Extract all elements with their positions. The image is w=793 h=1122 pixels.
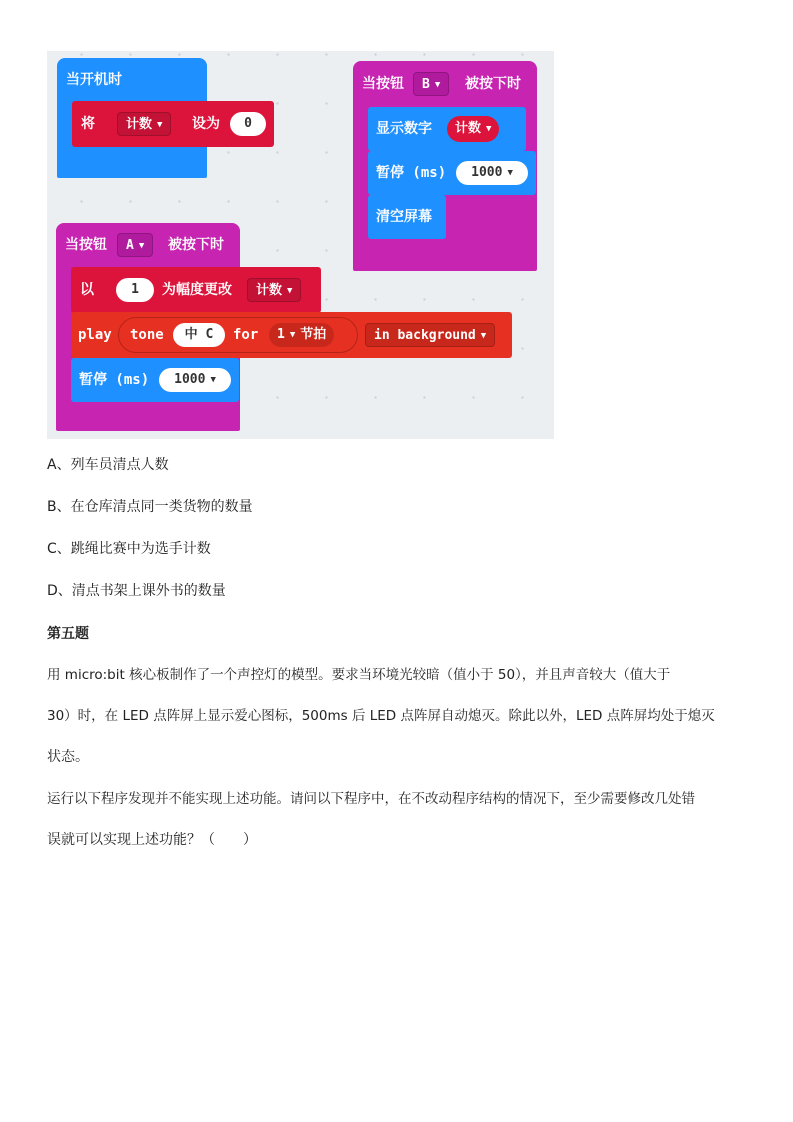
option-c: C、跳绳比赛中为选手计数: [47, 541, 211, 557]
button-b-when-label: 当按钮: [362, 76, 404, 92]
clear-screen-label: 清空屏幕: [376, 209, 432, 225]
button-a-dropdown[interactable]: [117, 233, 153, 257]
set-value-input[interactable]: 0: [230, 112, 266, 136]
beats-label: 节拍: [300, 327, 327, 342]
question-title: 第五题: [47, 626, 89, 642]
show-number-variable[interactable]: [447, 116, 499, 142]
change-value-input[interactable]: 1: [116, 278, 154, 302]
beats-value: 1: [277, 327, 285, 342]
code-workspace: [47, 51, 554, 439]
change-variable-dropdown[interactable]: [247, 278, 301, 302]
question-paragraph-1-line-2: 30）时，在 LED 点阵屏上显示爱心图标，500ms 后 LED 点阵屏自动熄灭。除此以外，LED 点阵屏均处于熄灭: [47, 708, 715, 724]
background-dropdown[interactable]: [365, 323, 495, 347]
set-label: 将: [81, 116, 95, 132]
background-value: in background: [374, 328, 476, 343]
button-b-pause-input[interactable]: [456, 161, 528, 185]
play-label: play: [78, 327, 112, 343]
option-a: A、列车员清点人数: [47, 457, 169, 473]
beats-dropdown[interactable]: [269, 323, 334, 347]
on-start-label: 当开机时: [66, 72, 122, 88]
set-variable-name: 计数: [126, 117, 153, 132]
tone-label: tone: [130, 327, 164, 343]
show-number-variable-name: 计数: [455, 121, 482, 136]
question-paragraph-1-line-3: 状态。: [47, 749, 89, 765]
note-input[interactable]: 中 C: [173, 323, 225, 347]
for-label: for: [233, 327, 259, 343]
chevron-down-icon: ▼: [138, 241, 145, 251]
button-a-pause-value: 1000: [174, 372, 206, 387]
button-a-when-label: 当按钮: [65, 237, 107, 253]
question-paragraph-2-line-2: 误就可以实现上述功能？（ ）: [47, 832, 257, 848]
chevron-down-icon: ▼: [507, 168, 513, 178]
chevron-down-icon: ▼: [289, 330, 296, 340]
button-b-pause-label: 暂停 (ms): [376, 165, 447, 181]
change-variable-name: 计数: [256, 283, 283, 298]
button-a-pause-input[interactable]: [159, 368, 231, 392]
button-a-pressed-label: 被按下时: [168, 237, 224, 253]
chevron-down-icon: ▼: [157, 120, 163, 130]
chevron-down-icon: ▼: [287, 286, 293, 296]
option-d: D、清点书架上课外书的数量: [47, 583, 226, 599]
set-variable-dropdown[interactable]: [117, 112, 171, 136]
button-b-pause-value: 1000: [471, 165, 503, 180]
change-prefix-label: 以: [80, 282, 94, 298]
question-paragraph-1-line-1: 用 micro:bit 核心板制作了一个声控灯的模型。要求当环境光较暗（值小于 50），并且声音较大（值大于: [47, 667, 671, 683]
show-number-label: 显示数字: [376, 121, 432, 137]
button-b-dropdown[interactable]: [413, 72, 449, 96]
change-mid-label: 为幅度更改: [162, 282, 232, 298]
chevron-down-icon: ▼: [480, 331, 487, 341]
button-a-value: A: [126, 238, 134, 253]
button-a-pause-label: 暂停 (ms): [79, 372, 150, 388]
question-paragraph-2-line-1: 运行以下程序发现并不能实现上述功能。请问以下程序中，在不改动程序结构的情况下，至少需要修改几处错: [47, 791, 695, 807]
button-b-value: B: [422, 77, 430, 92]
chevron-down-icon: ▼: [210, 375, 216, 385]
button-b-pressed-label: 被按下时: [465, 76, 521, 92]
chevron-down-icon: ▼: [486, 124, 492, 134]
to-label: 设为: [192, 116, 220, 132]
chevron-down-icon: ▼: [434, 80, 441, 90]
option-b: B、在仓库清点同一类货物的数量: [47, 499, 253, 515]
